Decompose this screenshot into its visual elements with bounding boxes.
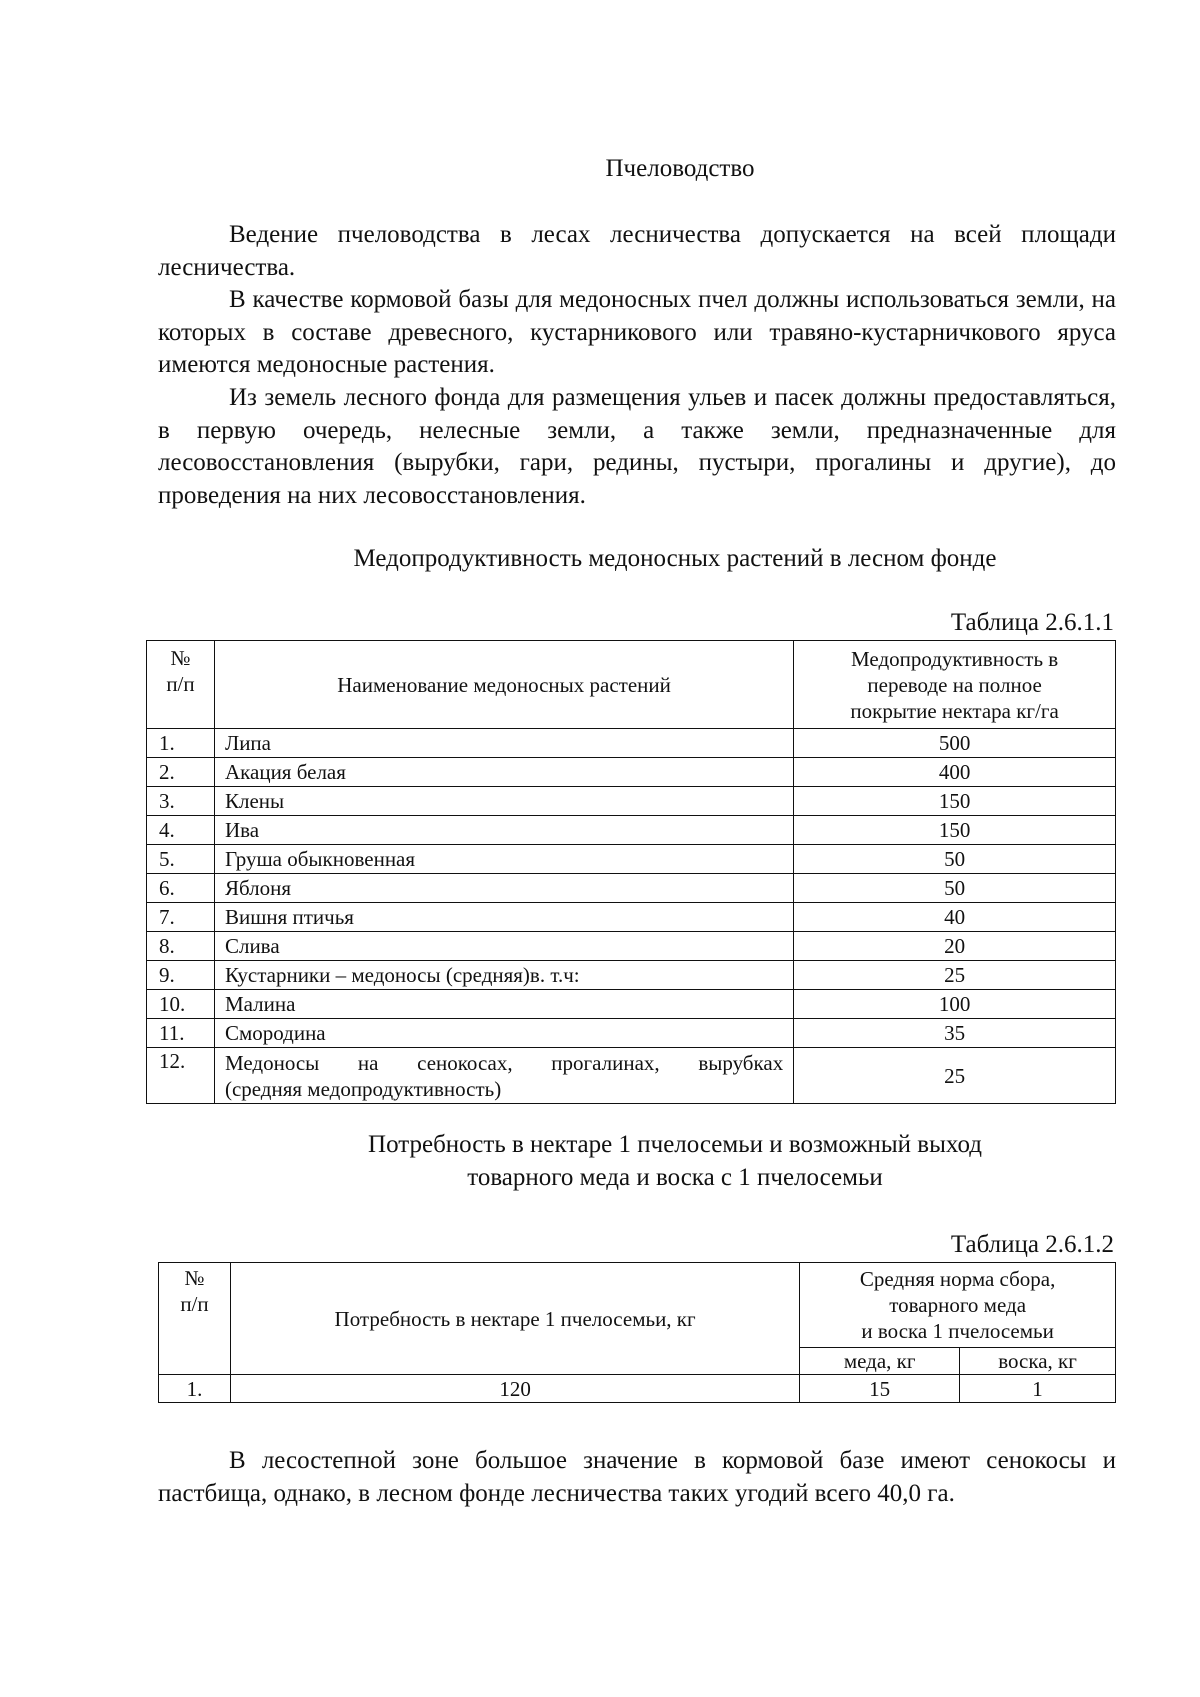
- row-value: 20: [794, 932, 1116, 961]
- honey-productivity-table: [146, 640, 1116, 1104]
- row-name: Липа: [214, 729, 793, 758]
- row-name: Груша обыкновенная: [214, 845, 793, 874]
- row-value: 35: [794, 1019, 1116, 1048]
- table-row: [147, 874, 1116, 903]
- row-name: Ива: [214, 816, 793, 845]
- table-row: [147, 961, 1116, 990]
- row-name: Вишня птичья: [214, 903, 793, 932]
- row-num: 7.: [147, 903, 215, 932]
- row-num: 6.: [147, 874, 215, 903]
- row-name: Кустарники – медоносы (средняя)в. т.ч:: [214, 961, 793, 990]
- table-row: [147, 903, 1116, 932]
- table-row: [147, 816, 1116, 845]
- row-value: 150: [794, 787, 1116, 816]
- table-row: [147, 758, 1116, 787]
- row-value: 150: [794, 816, 1116, 845]
- row-name: Слива: [214, 932, 793, 961]
- row-name: Акация белая: [214, 758, 793, 787]
- row-value: 50: [794, 845, 1116, 874]
- row-honey: 15: [800, 1375, 960, 1403]
- row-value: 500: [794, 729, 1116, 758]
- row-name: Медоносы на сенокосах, прогалинах, вырубках (средняя медопродуктивность): [214, 1048, 793, 1104]
- table2-header-need: Потребность в нектаре 1 пчелосемьи, кг: [230, 1263, 799, 1375]
- paragraph-1: Ведение пчеловодства в лесах лесничества допускается на всей площади лесничества.: [158, 221, 1116, 281]
- section-title: Пчеловодство: [605, 155, 755, 182]
- closing-paragraph: В лесостепной зоне большое значение в кормовой базе имеют сенокосы и пастбища, однако, в лесном фонде лесничества таких угодий всего 40,0 га.: [158, 1447, 1116, 1507]
- row-num: 9.: [147, 961, 215, 990]
- nectar-need-table: [158, 1262, 1116, 1403]
- table2-heading-line2: товарного меда и воска с 1 пчелосемьи: [467, 1164, 883, 1191]
- paragraph-2: В качестве кормовой базы для медоносных пчел должны использоваться земли, на которых в составе древесного, кустарникового или травяно-кустарничкового яруса имеются медоносные растения.: [158, 286, 1116, 378]
- row-need: 120: [230, 1375, 799, 1403]
- table2-header-honey: меда, кг: [800, 1348, 960, 1375]
- table2-header-row: [159, 1263, 1116, 1348]
- table-row: [147, 990, 1116, 1019]
- table-row: [147, 787, 1116, 816]
- table2-header-num: № п/п: [159, 1263, 231, 1375]
- row-num: 10.: [147, 990, 215, 1019]
- row-num: 12.: [147, 1048, 215, 1104]
- row-value: 50: [794, 874, 1116, 903]
- row-value: 400: [794, 758, 1116, 787]
- table-row: [147, 845, 1116, 874]
- paragraph-3: Из земель лесного фонда для размещения ульев и пасек должны предоставляться, в первую очередь, нелесные земли, а также земли, предназначенные для лесовосстановления (вырубки, гари, редины, пустыри, прогалины и другие), до проведения на них лесовосстановления.: [158, 384, 1116, 509]
- row-value: 40: [794, 903, 1116, 932]
- row-num: 11.: [147, 1019, 215, 1048]
- table1-caption: Таблица 2.6.1.1: [950, 609, 1114, 636]
- row-name: Смородина: [214, 1019, 793, 1048]
- row-name: Яблоня: [214, 874, 793, 903]
- table-row: [147, 1048, 1116, 1104]
- table1-heading: Медопродуктивность медоносных растений в лесном фонде: [353, 545, 997, 572]
- row-name: Малина: [214, 990, 793, 1019]
- row-num: 3.: [147, 787, 215, 816]
- row-num: 8.: [147, 932, 215, 961]
- table-row: [159, 1375, 1116, 1403]
- row-num: 5.: [147, 845, 215, 874]
- row-value: 25: [794, 961, 1116, 990]
- row-value: 100: [794, 990, 1116, 1019]
- table2-caption: Таблица 2.6.1.2: [950, 1231, 1114, 1258]
- row-num: 4.: [147, 816, 215, 845]
- table2-header-wax: воска, кг: [960, 1348, 1116, 1375]
- row-value: 25: [794, 1048, 1116, 1104]
- row-wax: 1: [960, 1375, 1116, 1403]
- table-row: [147, 932, 1116, 961]
- row-num: 1.: [147, 729, 215, 758]
- row-name: Клены: [214, 787, 793, 816]
- table1-header-row: [147, 641, 1116, 729]
- table1-header-name: Наименование медоносных растений: [214, 641, 793, 729]
- table2-header-norm: Средняя норма сбора, товарного меда и воска 1 пчелосемьи: [800, 1263, 1116, 1348]
- table2-heading-line1: Потребность в нектаре 1 пчелосемьи и возможный выход: [368, 1131, 982, 1158]
- table1-header-value: Медопродуктивность в переводе на полное покрытие нектара кг/га: [794, 641, 1116, 729]
- table1-header-num: № п/п: [147, 641, 215, 729]
- table-row: [147, 729, 1116, 758]
- table-row: [147, 1019, 1116, 1048]
- row-num: 2.: [147, 758, 215, 787]
- row-num: 1.: [159, 1375, 231, 1403]
